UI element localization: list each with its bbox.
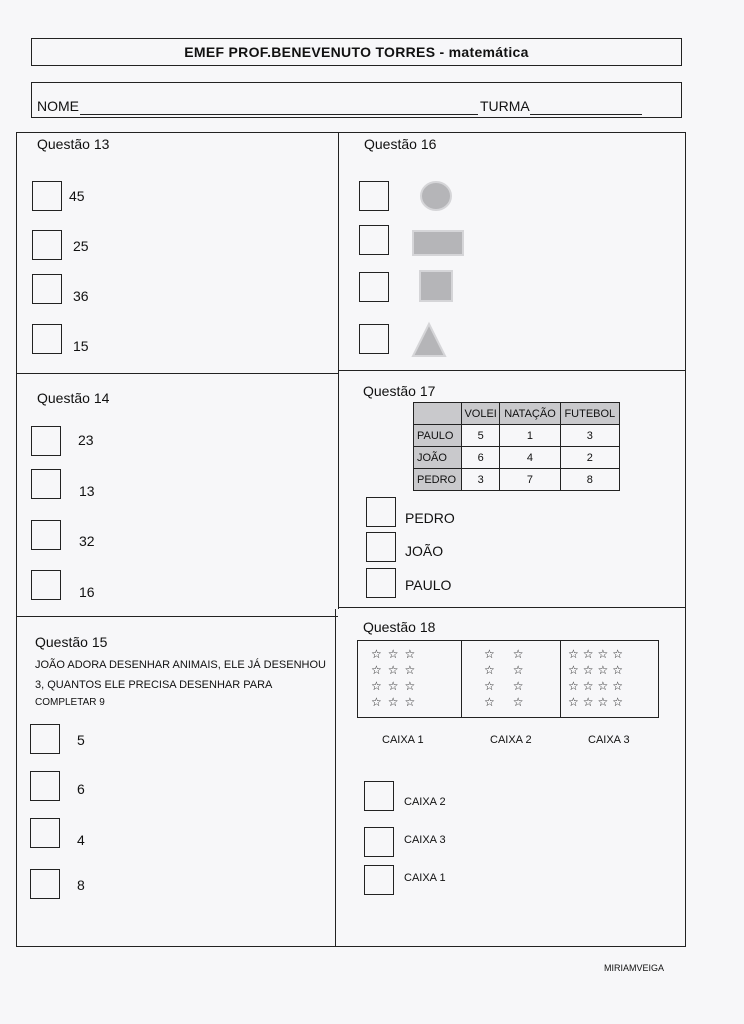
table-header-row: [414, 403, 620, 425]
q13-option-4: 15: [73, 338, 89, 354]
table-row: [414, 447, 620, 469]
nome-label: NOME: [37, 98, 79, 114]
star-row-4: ☆☆: [484, 695, 542, 709]
grid-row-line-left-1: [16, 373, 338, 374]
q15-checkbox-3[interactable]: [30, 818, 60, 848]
caixa1-label: CAIXA 1: [382, 734, 424, 746]
q18-option-3: CAIXA 1: [404, 872, 446, 884]
star-row-4: ☆☆☆☆: [568, 695, 628, 709]
table-row: [414, 425, 620, 447]
q16-checkbox-1[interactable]: [359, 181, 389, 211]
q18-option-1: CAIXA 2: [404, 796, 446, 808]
q17-checkbox-3[interactable]: [366, 568, 396, 598]
star-box-divider-2: [560, 640, 561, 718]
q13-option-3: 36: [73, 288, 89, 304]
star-row-1: ☆☆☆: [371, 647, 422, 661]
q17-title: Questão 17: [363, 383, 436, 399]
star-row-1: ☆☆☆☆: [568, 647, 628, 661]
q14-checkbox-4[interactable]: [31, 570, 61, 600]
q17-option-2: JOÃO: [405, 543, 444, 559]
q14-checkbox-2[interactable]: [31, 469, 61, 499]
circle-shape-icon: [418, 180, 454, 214]
table-header-cell: FUTEBOL: [560, 403, 619, 425]
table-cell: 8: [560, 469, 619, 491]
grid-divider-bottom: [335, 609, 336, 947]
q18-checkbox-2[interactable]: [364, 827, 394, 857]
q16-checkbox-3[interactable]: [359, 272, 389, 302]
school-title: EMEF PROF.BENEVENUTO TORRES - matemática: [184, 44, 529, 60]
q13-checkbox-4[interactable]: [32, 324, 62, 354]
q17-option-1: PEDRO: [405, 510, 455, 526]
q17-checkbox-2[interactable]: [366, 532, 396, 562]
q13-option-1: 45: [69, 188, 85, 204]
table-header-cell: VOLEI: [462, 403, 500, 425]
q18-checkbox-1[interactable]: [364, 781, 394, 811]
q14-option-1: 23: [78, 432, 94, 448]
triangle-shape-icon: [409, 321, 449, 359]
q14-checkbox-3[interactable]: [31, 520, 61, 550]
q18-option-2: CAIXA 3: [404, 834, 446, 846]
table-row-name: PEDRO: [414, 469, 462, 491]
q13-checkbox-3[interactable]: [32, 274, 62, 304]
square-shape-icon: [417, 268, 457, 304]
table-cell: 5: [462, 425, 500, 447]
star-row-2: ☆☆: [484, 663, 542, 677]
table-row-name: JOÃO: [414, 447, 462, 469]
star-row-3: ☆☆: [484, 679, 542, 693]
star-row-3: ☆☆☆☆: [568, 679, 628, 693]
q15-text-line-3: COMPLETAR 9: [35, 697, 105, 708]
q15-text-line-2: 3, QUANTOS ELE PRECISA DESENHAR PARA: [35, 679, 273, 691]
grid-row-line-left-2: [16, 616, 338, 617]
q16-checkbox-4[interactable]: [359, 324, 389, 354]
table-cell: 1: [500, 425, 560, 447]
table-header-cell: [414, 403, 462, 425]
q15-option-2: 6: [77, 781, 85, 797]
star-box-divider-1: [461, 640, 462, 718]
sports-table: [413, 402, 620, 491]
caixa3-stars: [568, 646, 627, 710]
table-header-cell: NATAÇÃO: [500, 403, 560, 425]
author-signature: MIRIAMVEIGA: [604, 963, 665, 973]
q14-option-3: 32: [79, 533, 95, 549]
table-cell: 7: [500, 469, 560, 491]
table-row-name: PAULO: [414, 425, 462, 447]
q18-title: Questão 18: [363, 619, 436, 635]
q14-option-2: 13: [79, 483, 95, 499]
student-info-bar: [31, 82, 682, 118]
nome-line[interactable]: [80, 114, 478, 115]
table-row: [414, 469, 620, 491]
question-grid: [16, 132, 686, 947]
grid-row-line-right-1: [338, 370, 686, 371]
q15-option-3: 4: [77, 832, 85, 848]
star-row-4: ☆☆☆: [371, 695, 422, 709]
page-header: [31, 38, 682, 66]
q15-checkbox-4[interactable]: [30, 869, 60, 899]
table-cell: 4: [500, 447, 560, 469]
rectangle-shape-icon: [411, 228, 467, 258]
star-row-2: ☆☆☆☆: [568, 663, 628, 677]
star-row-3: ☆☆☆: [371, 679, 422, 693]
turma-label: TURMA: [480, 98, 530, 114]
caixa2-label: CAIXA 2: [490, 734, 532, 746]
table-cell: 6: [462, 447, 500, 469]
caixa2-stars: [484, 646, 542, 710]
q14-checkbox-1[interactable]: [31, 426, 61, 456]
star-row-2: ☆☆☆: [371, 663, 422, 677]
caixa1-stars: [371, 646, 421, 710]
q15-option-4: 8: [77, 877, 85, 893]
q15-checkbox-1[interactable]: [30, 724, 60, 754]
table-cell: 3: [462, 469, 500, 491]
table-cell: 3: [560, 425, 619, 447]
q17-option-3: PAULO: [405, 577, 452, 593]
turma-line[interactable]: [530, 114, 642, 115]
grid-row-line-right-2: [338, 607, 686, 608]
q15-title: Questão 15: [35, 634, 108, 650]
q13-checkbox-1[interactable]: [32, 181, 62, 211]
q13-title: Questão 13: [37, 136, 110, 152]
q17-checkbox-1[interactable]: [366, 497, 396, 527]
q13-option-2: 25: [73, 238, 89, 254]
q16-title: Questão 16: [364, 136, 437, 152]
q14-title: Questão 14: [37, 390, 110, 406]
q15-checkbox-2[interactable]: [30, 771, 60, 801]
q15-option-1: 5: [77, 732, 85, 748]
star-row-1: ☆☆: [484, 647, 542, 661]
table-cell: 2: [560, 447, 619, 469]
q13-checkbox-2[interactable]: [32, 230, 62, 260]
q14-option-4: 16: [79, 584, 95, 600]
q16-checkbox-2[interactable]: [359, 225, 389, 255]
q18-checkbox-3[interactable]: [364, 865, 394, 895]
q15-text-line-1: JOÃO ADORA DESENHAR ANIMAIS, ELE JÁ DESENHOU: [35, 659, 326, 671]
caixa3-label: CAIXA 3: [588, 734, 630, 746]
